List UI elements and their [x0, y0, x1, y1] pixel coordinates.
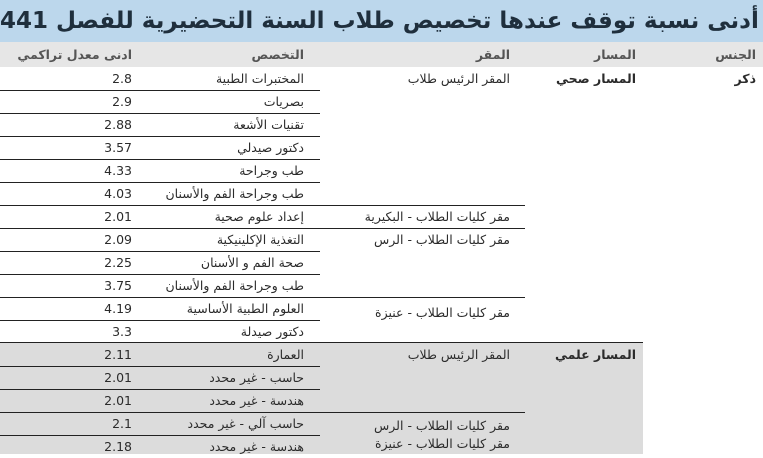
table-row	[0, 159, 763, 182]
cell-min-gpa: 2.25	[104, 255, 132, 270]
cell-min-gpa: 2.09	[104, 232, 132, 247]
cell-specialty: طب وجراحة الفم والأسنان	[165, 186, 304, 201]
table-row	[0, 136, 763, 159]
cell-campus: مقر كليات الطلاب - الرس	[374, 232, 510, 247]
cell-specialty: التغذية الإكلينيكية	[216, 232, 304, 247]
campus-divider	[0, 228, 525, 229]
campus-divider	[0, 205, 525, 206]
cell-specialty: طب وجراحة	[239, 163, 304, 178]
table-row	[0, 251, 763, 274]
cell-min-gpa: 2.01	[104, 370, 132, 385]
cell-track: المسار علمي	[555, 347, 636, 362]
row-divider	[0, 90, 320, 91]
row-divider	[0, 274, 320, 275]
header-specialty: التخصص	[251, 47, 304, 62]
cell-min-gpa: 2.1	[112, 416, 132, 431]
row-divider	[0, 159, 320, 160]
cell-min-gpa: 3.75	[104, 278, 132, 293]
row-divider	[0, 182, 320, 183]
table-header	[0, 42, 763, 67]
cell-specialty: بصريات	[263, 94, 304, 109]
track-divider	[0, 342, 643, 343]
row-divider	[0, 389, 320, 390]
cell-campus: مقر كليات الطلاب - البكيرية	[364, 209, 510, 224]
cell-min-gpa: 2.01	[104, 209, 132, 224]
cell-min-gpa: 2.88	[104, 117, 132, 132]
cell-campus: مقر كليات الطلاب - عنيزة	[375, 436, 510, 451]
table-row	[0, 366, 763, 389]
cell-min-gpa: 3.3	[112, 324, 132, 339]
cell-specialty: تقنيات الأشعة	[233, 117, 304, 132]
report-title-bar	[0, 0, 763, 42]
header-min-gpa: ادنى معدل تراكمي	[17, 47, 132, 62]
cell-campus: مقر كليات الطلاب - عنيزة	[375, 305, 510, 320]
cell-specialty: حاسب - غير محدد	[209, 370, 304, 385]
report-title: أدنى نسبة توقف عندها تخصيص طلاب السنة التحضيرية للفصل 441	[0, 8, 759, 34]
table-row	[0, 274, 763, 297]
table-row	[0, 182, 763, 205]
campus-divider	[0, 297, 525, 298]
cell-min-gpa: 2.11	[104, 347, 132, 362]
table-row	[0, 435, 763, 458]
cell-gender: ذكر	[734, 71, 756, 86]
cell-specialty: صحة الفم و الأسنان	[200, 255, 304, 270]
cell-specialty: دكتور صيدلة	[240, 324, 304, 339]
cell-min-gpa: 4.03	[104, 186, 132, 201]
cell-campus: المقر الرئيس طلاب	[407, 347, 510, 362]
cell-specialty: المختبرات الطبية	[215, 71, 304, 86]
row-divider	[0, 113, 320, 114]
cell-min-gpa: 3.57	[104, 140, 132, 155]
cell-min-gpa: 2.8	[112, 71, 132, 86]
cell-min-gpa: 4.33	[104, 163, 132, 178]
cell-track: المسار صحي	[555, 71, 636, 86]
cell-min-gpa: 2.9	[112, 94, 132, 109]
cell-specialty: حاسب آلي - غير محدد	[187, 416, 304, 431]
header-campus: المقر	[475, 47, 510, 62]
cell-specialty: دكتور صيدلي	[237, 140, 304, 155]
table-row	[0, 343, 763, 366]
cell-min-gpa: 2.01	[104, 393, 132, 408]
table-row	[0, 297, 763, 320]
cell-specialty: العمارة	[267, 347, 304, 362]
row-divider	[0, 320, 320, 321]
cell-specialty: إعداد علوم صحية	[214, 209, 304, 224]
row-divider	[0, 136, 320, 137]
table-row	[0, 67, 763, 90]
cell-specialty: طب وجراحة الفم والأسنان	[165, 278, 304, 293]
table-row	[0, 228, 763, 251]
campus-divider	[0, 412, 525, 413]
table-row	[0, 113, 763, 136]
table-row	[0, 90, 763, 113]
cell-specialty: هندسة - غير محدد	[209, 439, 304, 454]
row-divider	[0, 366, 320, 367]
cell-specialty: العلوم الطبية الأساسية	[186, 301, 304, 316]
cell-campus: المقر الرئيس طلاب	[407, 71, 510, 86]
cell-campus: مقر كليات الطلاب - الرس	[374, 418, 510, 433]
row-divider	[0, 251, 320, 252]
header-track: المسار	[594, 47, 636, 62]
table-row	[0, 320, 763, 343]
cell-min-gpa: 2.18	[104, 439, 132, 454]
cell-specialty: هندسة - غير محدد	[209, 393, 304, 408]
cell-min-gpa: 4.19	[104, 301, 132, 316]
table-row	[0, 205, 763, 228]
table-row	[0, 389, 763, 412]
row-divider	[0, 435, 320, 436]
header-gender: الجنس	[715, 47, 756, 62]
